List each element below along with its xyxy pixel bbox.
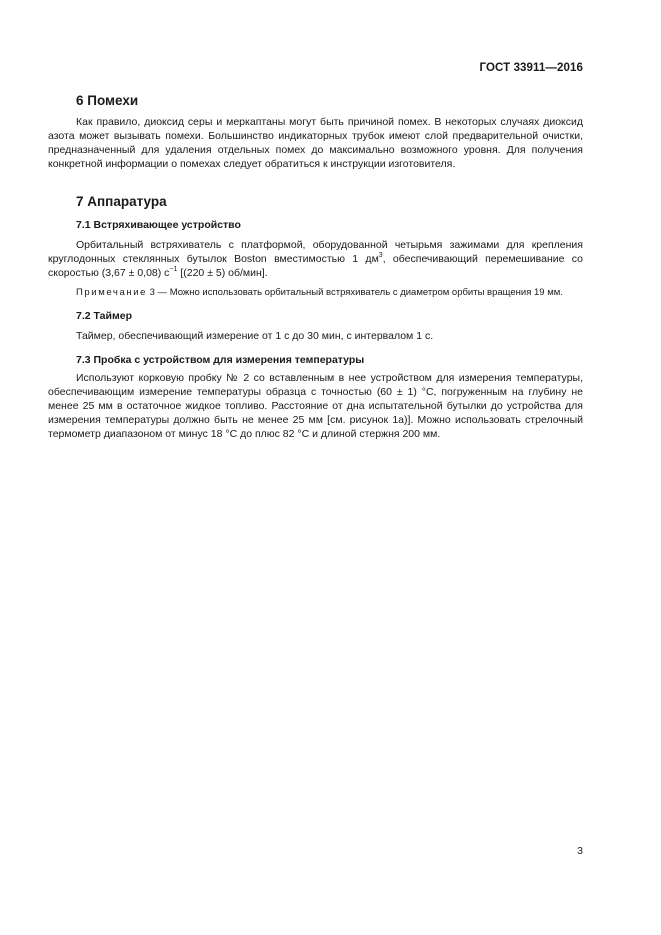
section-6-heading: 6 Помехи: [76, 93, 139, 108]
section-6-text: Как правило, диоксид серы и меркаптаны могут быть причиной помех. В некоторых случаях диоксид азота может вызывать помехи. Большинство индикаторных трубок имеют слой предварительной очистки, предназначенный для удаления отдельных помех до максимально возможного уровня. Для получения конкретной информации о помехах следует обратиться к инструкции изготовителя.: [48, 116, 583, 170]
superscript-3: 3: [378, 251, 383, 259]
section-7-2-text: Таймер, обеспечивающий измерение от 1 с до 30 мин, с интервалом 1 с.: [76, 330, 434, 342]
standard-header: ГОСТ 33911—2016: [479, 62, 583, 74]
page-content: [48, 90, 583, 441]
section-7-2-heading: 7.2 Таймер: [76, 310, 132, 322]
note-label: Примечание: [76, 287, 147, 298]
section-7-3-heading: 7.3 Пробка с устройством для измерения температуры: [76, 354, 365, 366]
page-number: 3: [577, 845, 583, 857]
note-3: [48, 286, 583, 299]
section-7-1-heading: 7.1 Встряхивающее устройство: [76, 219, 241, 231]
section-7-3-text: Используют корковую пробку № 2 со вставленным в нее устройством для измерения температуры, обеспечивающим измерение температуры образца с точностью (60 ± 1) °С, погруженным на глубину не менее 25 мм в остаточное жидкое топливо. Расстояние от дна испытательной бутылки до устройства для измерения температуры должно быть не менее 25 мм [см. рисунок 1а)]. Можно использовать стрелочный термометр диапазоном от минус 18 °С до плюс 82 °С и длиной стержня 200 мм.: [48, 372, 583, 440]
note-text: 3 — Можно использовать орбитальный встряхиватель с диаметром орбиты вращения 19 мм.: [147, 287, 563, 298]
section-7-heading: 7 Аппаратура: [76, 194, 167, 209]
section-7-1-text: Орбитальный встряхиватель с платформой, оборудованной четырьмя зажимами для крепления круглодонных стеклянных бутылок Boston вместимостью 1 $дм^3$, обеспечивающий перемешивание со скоростью (3,67 ± 0,08) $с^{-1}$ [(220 ± 5) об/мин].: [48, 239, 583, 279]
superscript-minus-1: −1: [169, 265, 178, 273]
